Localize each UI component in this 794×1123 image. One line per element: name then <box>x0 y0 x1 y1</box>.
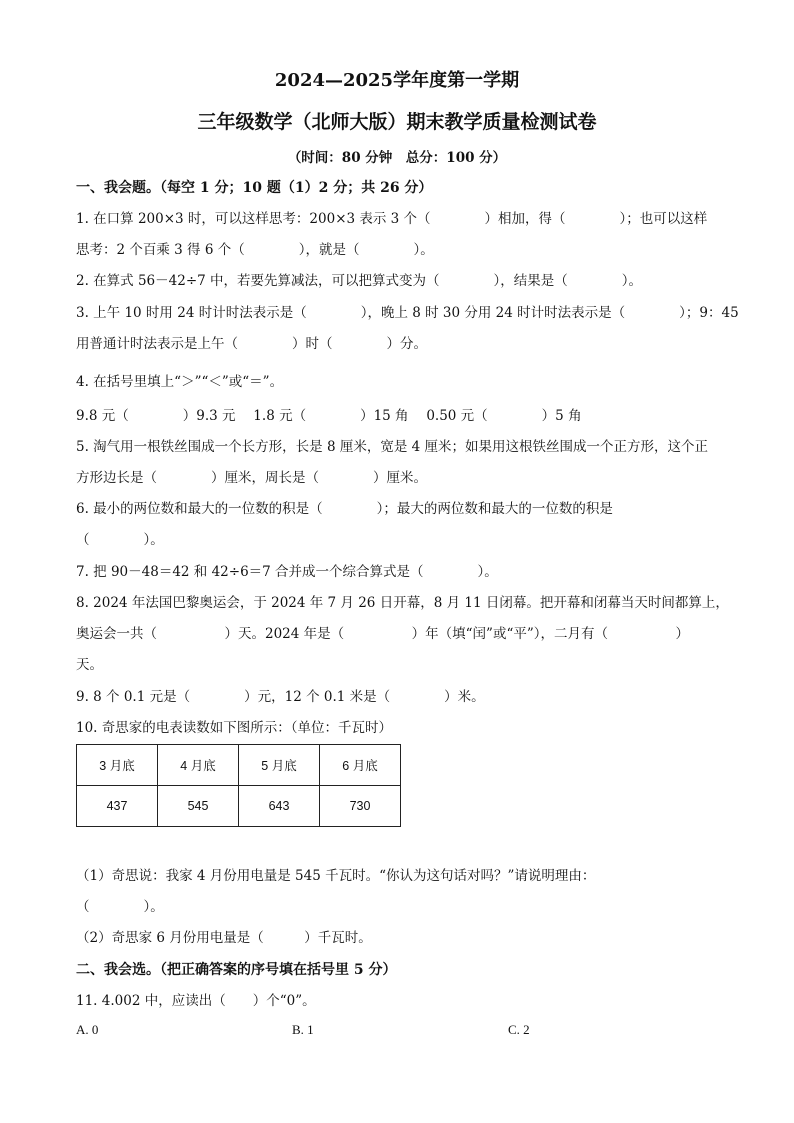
question-5-line-2: 方形边长是（ ）厘米，周长是（ ）厘米。 <box>76 470 427 486</box>
table-cell: 643 <box>239 786 320 827</box>
table-cell: 437 <box>77 786 158 827</box>
question-5-line-1: 5. 淘气用一根铁丝围成一个长方形，长是 8 厘米，宽是 4 厘米；如果用这根铁丝围成一个正方形，这个正 <box>76 439 709 455</box>
question-10: 10. 奇思家的电表读数如下图所示：（单位：千瓦时） <box>76 720 393 736</box>
question-1-line-1: 1. 在口算 200×3 时，可以这样思考：200×3 表示 3 个（ ）相加，得（ ）；也可以这样 <box>76 211 708 227</box>
question-8-line-2: 奥运会一共（ ）天。2024 年是（ ）年（填“闰”或“平”），二月有（ ） <box>76 626 690 642</box>
question-11: 11. 4.002 中，应读出（ ）个“0”。 <box>76 993 316 1009</box>
question-4-items: 9.8 元（ ）9.3 元 1.8 元（ ）15 角 0.50 元（ ）5 角 <box>76 408 582 424</box>
section1-heading: 一、我会题。（每空 1 分；10 题（1）2 分；共 26 分） <box>76 180 433 196</box>
question-9: 9. 8 个 0.1 元是（ ）元，12 个 0.1 米是（ ）米。 <box>76 689 485 705</box>
exam-time-score: （时间：80 分钟 总分：100 分） <box>287 150 507 166</box>
question-10-1-line-2: （ ）。 <box>76 899 164 915</box>
table-header-cell: 5 月底 <box>239 745 320 786</box>
meter-reading-table <box>76 744 401 827</box>
question-4: 4. 在括号里填上“＞”“＜”或“＝”。 <box>76 374 284 390</box>
question-10-2: （2）奇思家 6 月份用电量是（ ）千瓦时。 <box>76 930 372 946</box>
question-8-line-1: 8. 2024 年法国巴黎奥运会，于 2024 年 7 月 26 日开幕，8 月 11 日闭幕。把开幕和闭幕当天时间都算上， <box>76 595 729 611</box>
question-6-line-1: 6. 最小的两位数和最大的一位数的积是（ ）；最大的两位数和最大的一位数的积是 <box>76 501 613 517</box>
table-header-cell: 3 月底 <box>77 745 158 786</box>
option-a: A. 0 <box>76 1022 99 1037</box>
exam-term-title: 2024—2025学年度第一学期 <box>274 70 520 91</box>
option-b: B. 1 <box>292 1022 314 1037</box>
table-cell: 545 <box>158 786 239 827</box>
question-7: 7. 把 90－48＝42 和 42÷6＝7 合并成一个综合算式是（ ）。 <box>76 564 498 580</box>
table-header-cell: 4 月底 <box>158 745 239 786</box>
exam-main-title: 三年级数学（北师大版）期末教学质量检测试卷 <box>197 111 597 133</box>
question-6-line-2: （ ）。 <box>76 532 164 548</box>
table-cell: 730 <box>320 786 401 827</box>
question-8-line-3: 天。 <box>76 657 103 673</box>
question-1-line-2: 思考：2 个百乘 3 得 6 个（ ），就是（ ）。 <box>76 242 434 258</box>
table-row <box>77 786 401 827</box>
section2-heading: 二、我会选。（把正确答案的序号填在括号里 5 分） <box>76 962 397 978</box>
question-3-line-1: 3. 上午 10 时用 24 时计时法表示是（ ），晚上 8 时 30 分用 24 时计时法表示是（ ）；9：45 <box>76 305 739 321</box>
option-c: C. 2 <box>508 1022 530 1037</box>
question-10-1-line-1: （1）奇思说：我家 4 月份用电量是 545 千瓦时。“你认为这句话对吗？”请说明理由： <box>76 868 596 884</box>
question-2: 2. 在算式 56－42÷7 中，若要先算减法，可以把算式变为（ ），结果是（ ）。 <box>76 273 643 289</box>
question-3-line-2: 用普通计时法表示是上午（ ）时（ ）分。 <box>76 336 427 352</box>
table-header-cell: 6 月底 <box>320 745 401 786</box>
table-header-row <box>77 745 401 786</box>
